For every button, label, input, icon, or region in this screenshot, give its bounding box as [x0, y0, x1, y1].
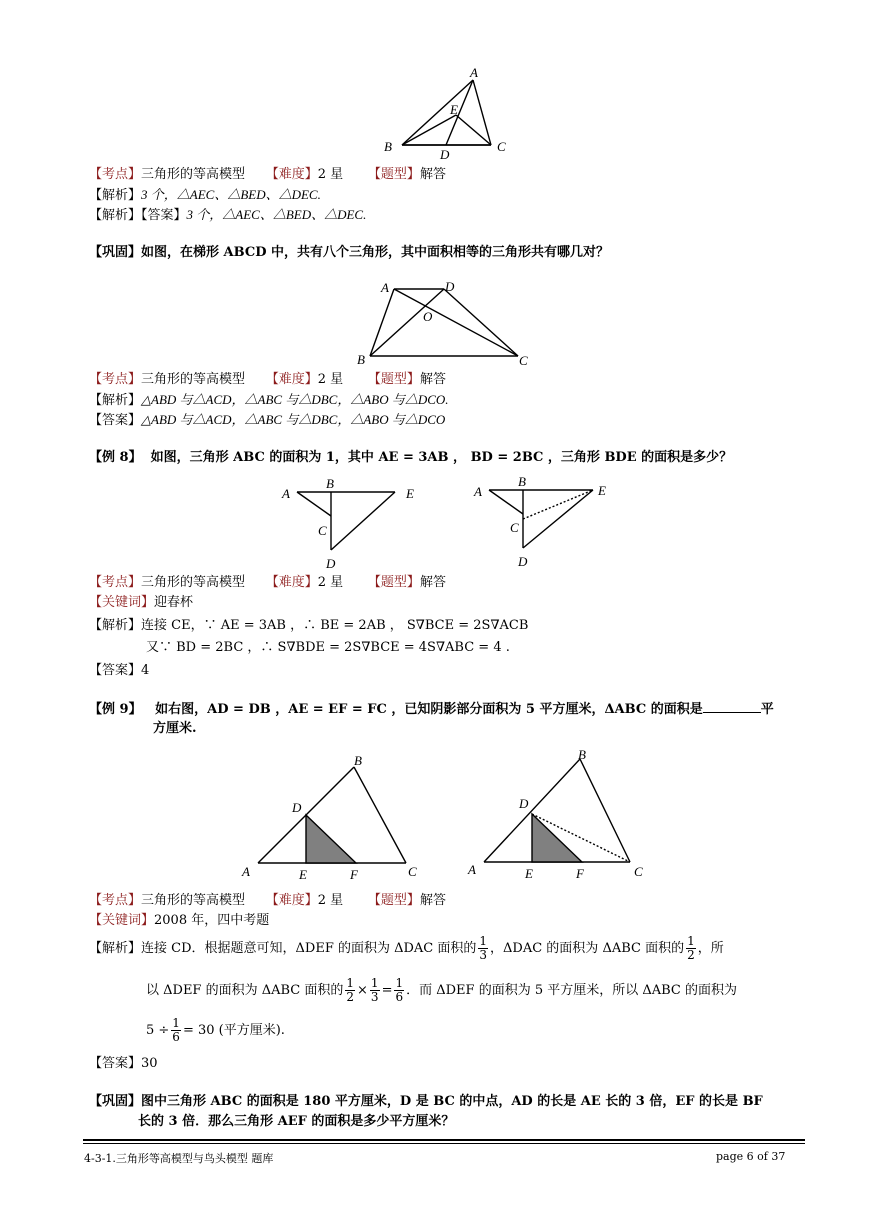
figure-4-right: [462, 742, 662, 887]
analysis-2: 【解析】△ABD 与△ACD，△ABC 与△DBC，△ABO 与△DCO.: [89, 392, 449, 408]
analysis-3-line1: 【解析】连接 CE，∵ AE = 3AB ，∴ BE = 2AB ， S∇BCE = 2S∇ACB: [89, 618, 529, 633]
analysis-4-line3: 5 ÷ $\frac{1}{6}$ = 30 (平方厘米).: [146, 1016, 285, 1044]
figure-3-right: [468, 472, 618, 572]
footer-rule-thin: [83, 1143, 805, 1144]
fig1-label-a: A: [470, 65, 478, 80]
fig3-label-a: A: [282, 486, 290, 501]
example-9-line2: 方厘米.: [153, 721, 197, 736]
fig3r-label-d: D: [518, 554, 528, 569]
fig3r-label-b: B: [518, 474, 526, 489]
meta-row-2: 【考点】三角形的等高模型 【难度】2 星 【题型】解答: [89, 372, 446, 387]
fig4-label-c: C: [408, 864, 417, 879]
figure-3-left: [276, 474, 426, 574]
meta-row-3: 【考点】三角形的等高模型 【难度】2 星 【题型】解答: [89, 575, 446, 590]
footer-rule: [83, 1139, 805, 1141]
figure-2-trapezoid: [352, 278, 542, 370]
answer-4: 【答案】30: [89, 1056, 158, 1071]
fig2-label-o: O: [423, 309, 433, 324]
fig4-label-e: E: [299, 867, 307, 882]
fig3-label-c: C: [318, 523, 327, 538]
fig4-label-a: A: [242, 864, 250, 879]
fig4-label-d: D: [292, 800, 302, 815]
keywords-4: 【关键词】2008 年，四中考题: [89, 913, 270, 928]
fig4-label-b: B: [354, 753, 362, 768]
fig4r-label-f: F: [576, 866, 584, 881]
example-8: 【例 8】 如图，三角形 ABC 的面积为 1，其中 AE = 3AB ， BD = 2BC ，三角形 BDE 的面积是多少？: [89, 450, 733, 465]
fig1-label-d: D: [440, 147, 450, 162]
fig4r-label-e: E: [525, 866, 533, 881]
example-9-line1: 【例 9】 如右图，AD = DB ，AE = EF = FC ，已知阴影部分面积为 5 平方厘米，ΔABC 的面积是 平: [89, 702, 774, 717]
fig3-label-b: B: [326, 476, 334, 491]
keywords-3: 【关键词】迎春杯: [89, 595, 194, 610]
fig1-label-b: B: [384, 139, 392, 154]
consolidate-1: 【巩固】如图，在梯形 ABCD 中，共有八个三角形，其中面积相等的三角形共有哪几对？: [89, 245, 610, 260]
fig1-label-e: E: [450, 102, 458, 117]
analysis-3-line2: 又∵ BD = 2BC ，∴ S∇BDE = 2S∇BCE = 4S∇ABC = 4 .: [146, 640, 510, 655]
footer-page-number: page 6 of 37: [716, 1150, 786, 1163]
fig3-label-e: E: [406, 486, 414, 501]
fig3r-label-c: C: [510, 520, 519, 535]
fig4r-label-c: C: [634, 864, 643, 879]
figure-4-left: [236, 750, 426, 885]
figure-1-triangle: [380, 62, 520, 168]
footer-title: 4-3-1.三角形等高模型与鸟头模型 题库: [84, 1152, 274, 1165]
answer-blank: [703, 700, 761, 713]
analysis-4-line1: 【解析】连接 CD．根据题意可知，ΔDEF 的面积为 ΔDAC 面积的 $\frac{1}{3}$ ，ΔDAC 的面积为 ΔABC 面积的 $\frac{1}{2}$ ，所: [89, 934, 724, 962]
fig2-label-a: A: [381, 280, 389, 295]
analysis-answer-1: 【解析】【答案】3 个，△AEC、△BED、△DEC.: [89, 207, 367, 223]
fig4r-label-d: D: [519, 796, 529, 811]
fig2-label-b: B: [357, 352, 365, 367]
answer-3: 【答案】4: [89, 663, 150, 678]
analysis-4-line2: 以 ΔDEF 的面积为 ΔABC 面积的 $\frac{1}{2}$ × $\frac{1}{3}$ = $\frac{1}{6}$ ．而 ΔDEF 的面积为 5 平方厘米，所以 ΔABC 的面积为: [146, 976, 738, 1004]
fig3r-label-a: A: [474, 484, 482, 499]
fig4r-label-a: A: [468, 862, 476, 877]
meta-row-1: 【考点】三角形的等高模型 【难度】2 星 【题型】解答: [89, 167, 446, 182]
analysis-1: 【解析】3 个，△AEC、△BED、△DEC.: [89, 187, 321, 203]
consolidate-2-line1: 【巩固】图中三角形 ABC 的面积是 180 平方厘米，D 是 BC 的中点，AD 的长是 AE 长的 3 倍，EF 的长是 BF: [89, 1094, 763, 1109]
fig2-label-c: C: [519, 353, 528, 368]
consolidate-2-line2: 长的 3 倍．那么三角形 AEF 的面积是多少平方厘米？: [138, 1114, 455, 1129]
fig1-label-c: C: [497, 139, 506, 154]
fig2-label-d: D: [445, 279, 455, 294]
answer-2: 【答案】△ABD 与△ACD，△ABC 与△DBC，△ABO 与△DCO: [89, 412, 446, 428]
fig4-label-f: F: [350, 867, 358, 882]
meta-row-4: 【考点】三角形的等高模型 【难度】2 星 【题型】解答: [89, 893, 446, 908]
fig3-label-d: D: [326, 556, 336, 571]
fig4r-label-b: B: [578, 747, 586, 762]
fig3r-label-e: E: [598, 483, 606, 498]
